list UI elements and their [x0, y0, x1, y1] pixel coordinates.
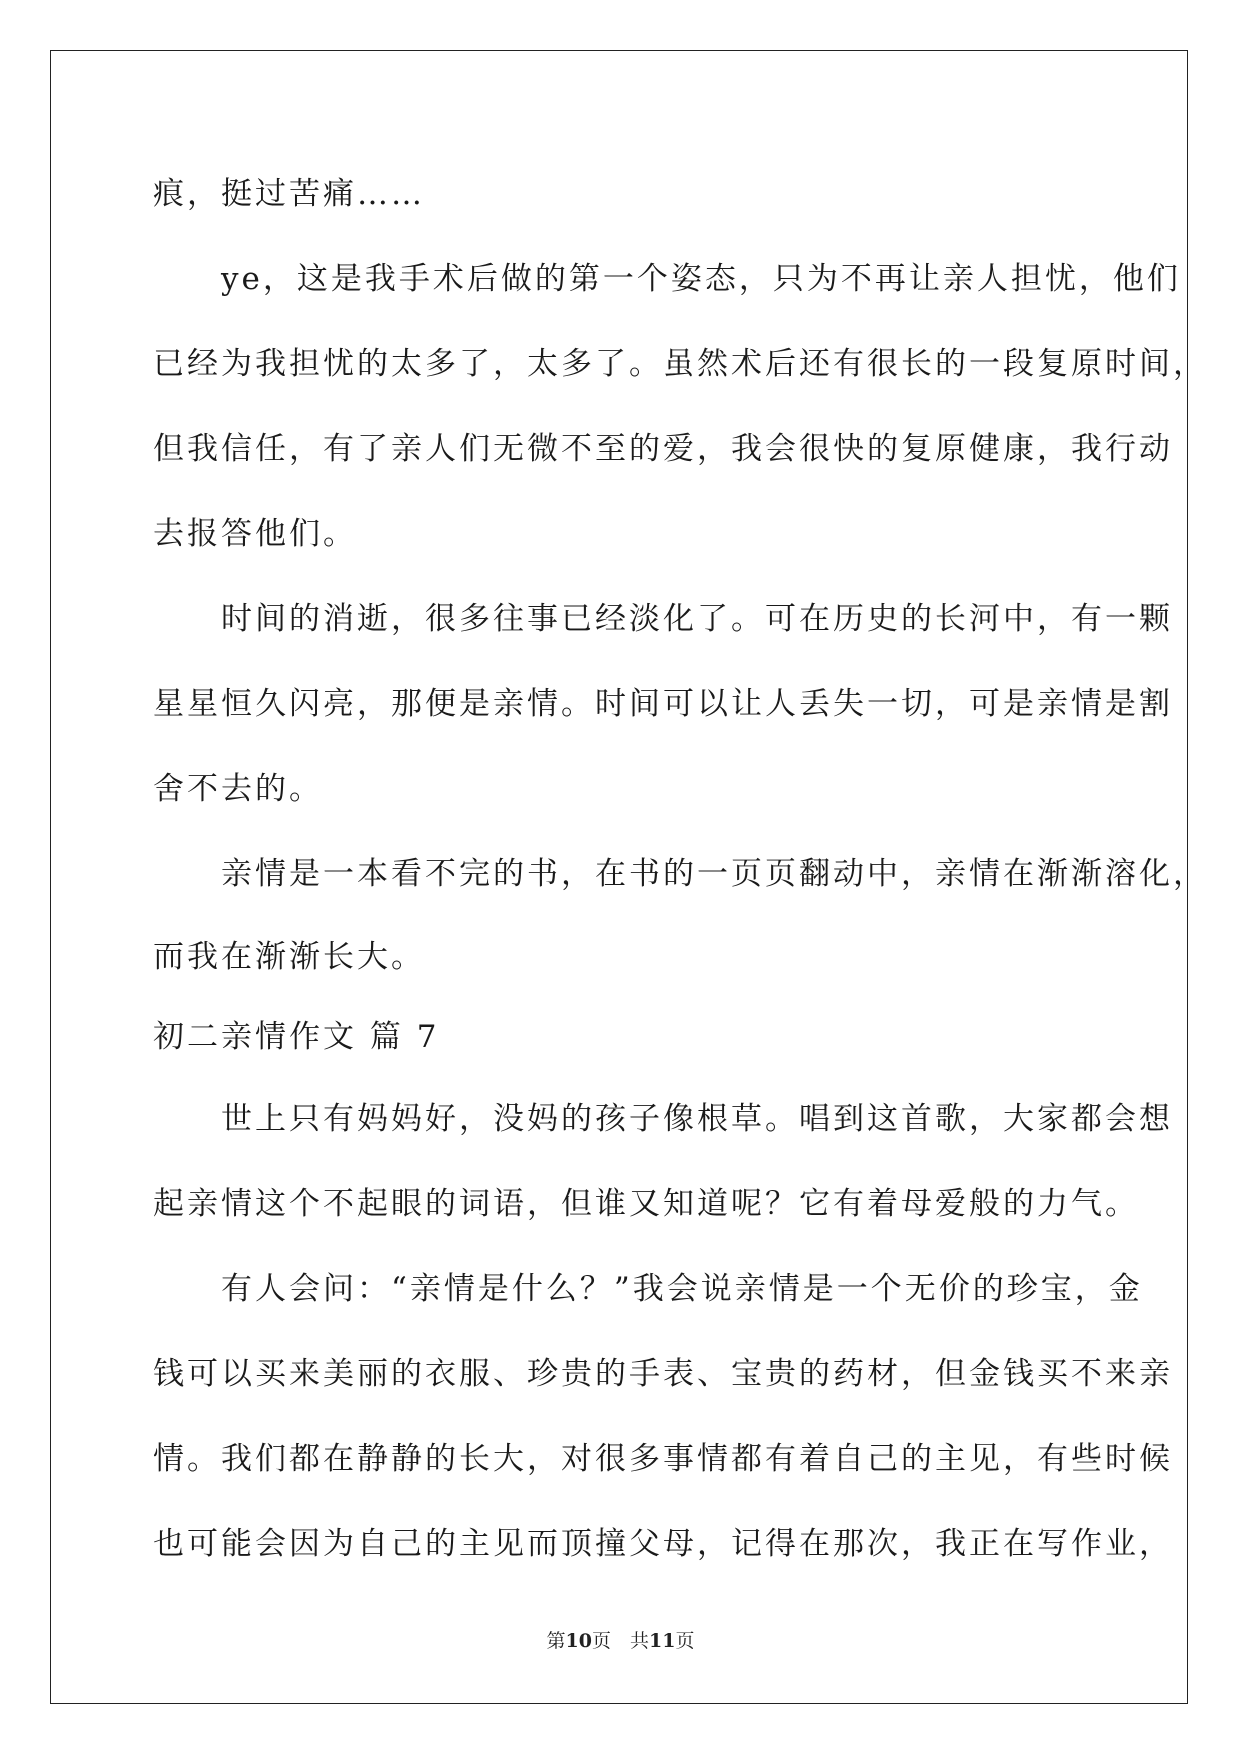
footer-suffix: 页: [675, 1630, 695, 1652]
text-line: ye，这是我手术后做的第一个姿态，只为不再让亲人担忧，他们: [153, 261, 1181, 297]
total-page-number: 11: [649, 1630, 676, 1652]
text-line: 有人会问：“亲情是什么？”我会说亲情是一个无价的珍宝，金: [153, 1271, 1143, 1307]
text-line: 起亲情这个不起眼的词语，但谁又知道呢？它有着母爱般的力气。: [153, 1186, 1139, 1222]
document-body: [153, 152, 1207, 1587]
text-line: 钱可以买来美丽的衣服、珍贵的手表、宝贵的药材，但金钱买不来亲: [153, 1356, 1173, 1392]
text-line: 舍不去的。: [153, 771, 323, 807]
text-line: 情。我们都在静静的长大，对很多事情都有着自己的主见，有些时候: [153, 1441, 1173, 1477]
text-line: 也可能会因为自己的主见而顶撞父母，记得在那次，我正在写作业，: [153, 1526, 1173, 1562]
text-line: 亲情是一本看不完的书，在书的一页页翻动中，亲情在渐渐溶化，: [153, 856, 1207, 892]
section-heading: 初二亲情作文 篇 7: [153, 1019, 440, 1055]
current-page-number: 10: [565, 1630, 592, 1652]
text-line: 时间的消逝，很多往事已经淡化了。可在历史的长河中，有一颗: [153, 601, 1173, 637]
text-line: 但我信任，有了亲人们无微不至的爱，我会很快的复原健康，我行动: [153, 431, 1173, 467]
footer-prefix: 第: [546, 1630, 566, 1652]
text-line: 星星恒久闪亮，那便是亲情。时间可以让人丢失一切，可是亲情是割: [153, 686, 1173, 722]
page-footer: [0, 1626, 1241, 1653]
footer-mid: 页 共: [591, 1630, 649, 1652]
text-line: 世上只有妈妈好，没妈的孩子像根草。唱到这首歌，大家都会想: [153, 1101, 1173, 1137]
text-line: 而我在渐渐长大。: [153, 939, 425, 975]
text-line: 去报答他们。: [153, 516, 357, 552]
text-line: 痕，挺过苦痛……: [153, 176, 425, 212]
text-line: 已经为我担忧的太多了，太多了。虽然术后还有很长的一段复原时间，: [153, 346, 1207, 382]
